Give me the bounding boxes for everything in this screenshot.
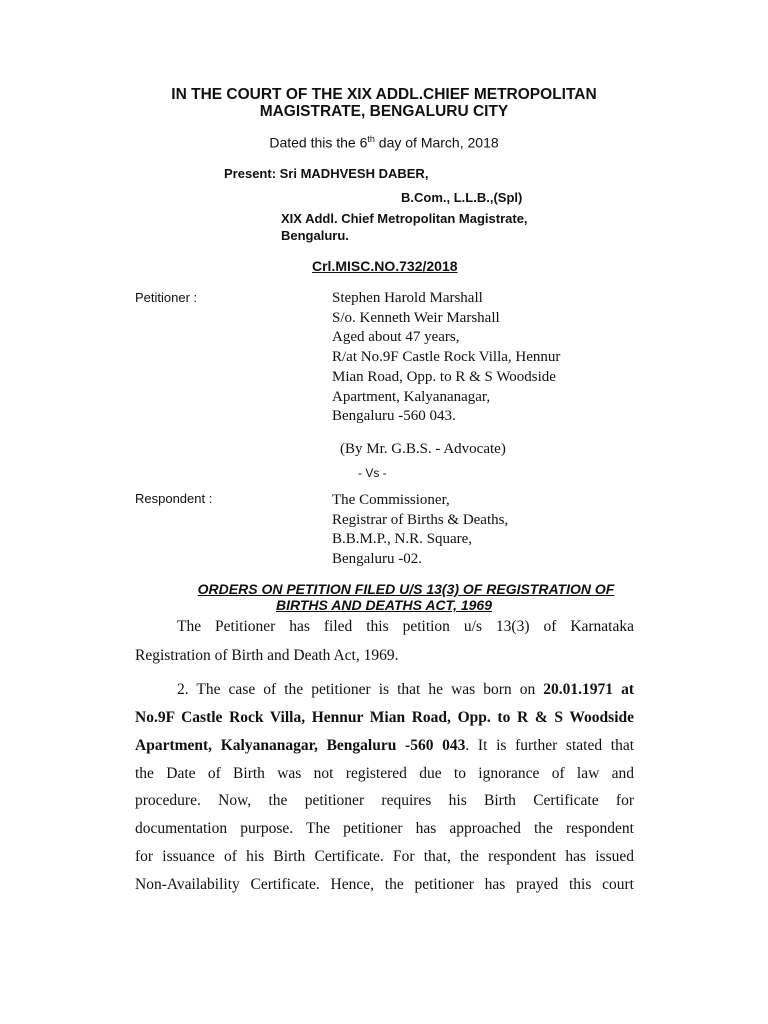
present-designation-1: XIX Addl. Chief Metropolitan Magistrate, xyxy=(281,211,528,226)
para2-line1-plain: 2. The case of the petitioner is that he was born on xyxy=(177,681,544,698)
para2-line5: procedure. Now, the petitioner requires his Birth Certificate for xyxy=(135,792,634,809)
court-title-line1: IN THE COURT OF THE XIX ADDL.CHIEF METROPOLITAN xyxy=(171,86,597,103)
respondent-address xyxy=(332,491,632,570)
orders-heading-line2: BIRTHS AND DEATHS ACT, 1969 xyxy=(276,597,492,613)
petitioner-line: Mian Road, Opp. to R & S Woodside xyxy=(332,368,556,385)
respondent-line: B.B.M.P., N.R. Square, xyxy=(332,531,473,548)
present-degree: B.Com., L.L.B.,(Spl) xyxy=(401,190,523,205)
advocate-line: (By Mr. G.B.S. - Advocate) xyxy=(340,441,506,457)
respondent-line: Bengaluru -02. xyxy=(332,551,422,568)
petitioner-line: Apartment, Kalyananagar, xyxy=(332,388,491,405)
petitioner-address xyxy=(332,289,632,427)
present-designation-2: Bengaluru. xyxy=(281,228,349,243)
para2-line6: documentation purpose. The petitioner has approached the respondent xyxy=(135,820,634,837)
petitioner-line: R/at No.9F Castle Rock Villa, Hennur xyxy=(332,349,561,366)
para2-line3 xyxy=(135,737,634,755)
para2-line4: the Date of Birth was not registered due to ignorance of law and xyxy=(135,765,634,782)
para2-line3-plain: . It is further stated that xyxy=(465,737,635,754)
para1-line2: Registration of Birth and Death Act, 1969. xyxy=(135,647,399,664)
dated-pre: Dated this the 6 xyxy=(269,134,368,151)
para2-line8: Non-Availability Certificate. Hence, the petitioner has prayed this court xyxy=(135,876,634,893)
respondent-label: Respondent : xyxy=(135,491,213,506)
petitioner-label: Petitioner : xyxy=(135,290,198,305)
dated-line xyxy=(0,134,768,151)
petitioner-line: Bengaluru -560 043. xyxy=(332,408,456,425)
respondent-line: The Commissioner, xyxy=(332,492,450,508)
dated-sup: th xyxy=(367,134,375,144)
case-number: Crl.MISC.NO.732/2018 xyxy=(312,258,458,274)
orders-heading-line1: ORDERS ON PETITION FILED U/S 13(3) OF REGISTRATION OF xyxy=(197,581,615,597)
present-label: Present: Sri MADHVESH DABER, xyxy=(224,166,429,181)
versus: - Vs - xyxy=(358,466,387,480)
court-title-line2: MAGISTRATE, BENGALURU CITY xyxy=(259,103,509,120)
petitioner-line: Stephen Harold Marshall xyxy=(332,290,483,306)
para2-line3-bold: Apartment, Kalyananagar, Bengaluru -560 043 xyxy=(135,737,466,754)
para2-line1 xyxy=(177,681,634,699)
petitioner-line: S/o. Kenneth Weir Marshall xyxy=(332,309,500,326)
para1-line1: The Petitioner has filed this petition u/s 13(3) of Karnataka xyxy=(177,618,634,635)
para2-line2: No.9F Castle Rock Villa, Hennur Mian Road, Opp. to R & S Woodside xyxy=(135,709,634,726)
petitioner-line: Aged about 47 years, xyxy=(332,329,460,346)
para2-line1-bold: 20.01.1971 at xyxy=(543,681,634,698)
para2-line7: for issuance of his Birth Certificate. For that, the respondent has issued xyxy=(135,848,634,865)
respondent-line: Registrar of Births & Deaths, xyxy=(332,511,509,528)
dated-post: day of March, 2018 xyxy=(374,134,499,151)
